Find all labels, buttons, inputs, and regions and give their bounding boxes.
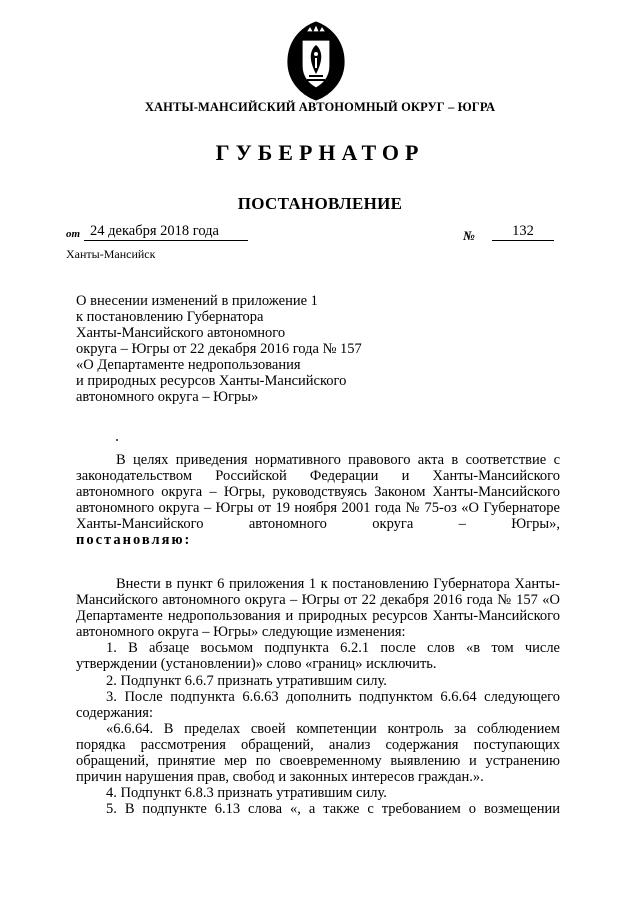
amendment-item-3: 3. После подпункта 6.6.63 дополнить подпунктом 6.6.64 следующего содержания: bbox=[76, 688, 560, 721]
amendments-intro: Внести в пункт 6 приложения 1 к постановлению Губернатора Ханты-Мансийского автономного округа – Югры от 22 декабря 2016 года № 157 «О Департаменте недропользования и природных ресурсов Ханты-Мансийского автономного округа – Югры» следующие изменения: bbox=[76, 576, 560, 641]
subject-line: и природных ресурсов Ханты-Мансийского bbox=[76, 373, 347, 389]
date-label: от bbox=[66, 228, 81, 240]
amendments bbox=[76, 576, 560, 817]
document-type: ПОСТАНОВЛЕНИЕ bbox=[237, 194, 403, 213]
subject-line: «О Департаменте недропользования bbox=[76, 357, 301, 373]
document-subject bbox=[76, 293, 396, 405]
document-number: 132 bbox=[492, 222, 554, 241]
subject-line: округа – Югры от 22 декабря 2016 года № 157 bbox=[76, 341, 362, 357]
number-label: № bbox=[463, 228, 475, 243]
amendment-item-4: 4. Подпункт 6.8.3 признать утратившим силу. bbox=[106, 785, 387, 802]
governor-title: ГУБЕРНАТОР bbox=[215, 140, 425, 165]
amendment-item-1: 1. В абзаце восьмом подпункта 6.2.1 после слов «в том числе утверждении (установлении)» слово «границ» исключить. bbox=[76, 640, 560, 673]
subject-line: к постановлению Губернатора bbox=[76, 309, 264, 325]
subject-line: автономного округа – Югры» bbox=[76, 389, 259, 405]
subject-line: О внесении изменений в приложение 1 bbox=[76, 293, 318, 309]
coat-of-arms-emblem bbox=[280, 18, 352, 104]
region-heading: ХАНТЫ-МАНСИЙСКИЙ АВТОНОМНЫЙ ОКРУГ – ЮГРА bbox=[144, 100, 496, 114]
decree-word: постановляю: bbox=[76, 532, 192, 549]
amendment-item-5: 5. В подпункте 6.13 слова «, а также с требованием о возмещении bbox=[106, 801, 560, 818]
scan-speck bbox=[116, 439, 118, 441]
document-date: 24 декабря 2018 года bbox=[84, 222, 248, 241]
city: Ханты-Мансийск bbox=[66, 247, 156, 261]
amendment-item-2: 2. Подпункт 6.6.7 признать утратившим силу. bbox=[106, 672, 387, 689]
subject-line: Ханты-Мансийского автономного bbox=[76, 325, 286, 341]
preamble bbox=[76, 452, 560, 549]
amendment-quote: «6.6.64. В пределах своей компетенции контроль за соблюдением порядка рассмотрения обращений, анализ содержания поступающих обращений, принятие мер по своевременному выявлению и устранению причин нарушения прав, свобод и законных интересов граждан.». bbox=[76, 720, 560, 786]
preamble-text: В целях приведения нормативного правового акта в соответствие с законодательством Российской Федерации и Ханты-Мансийского автономного округа – Югры, руководствуясь Законом Ханты-Мансийского автономного округа – Югры от 19 ноября 2001 года № 75-оз «О Губернаторе Ханты-Мансийского автономного округа – Югры», bbox=[76, 452, 560, 533]
